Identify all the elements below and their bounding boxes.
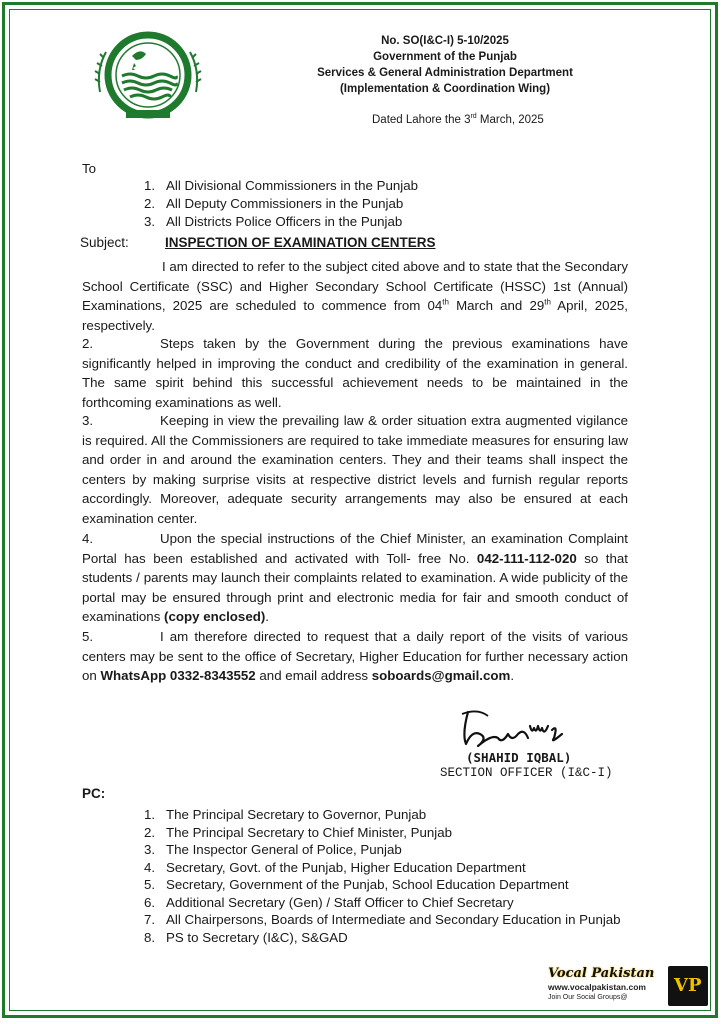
pc-item [144, 859, 634, 877]
p1-text-b: March and 29 [448, 298, 545, 313]
date-prefix: Dated Lahore the 3 [372, 113, 471, 126]
pc-text: Secretary, Govt. of the Punjab, Higher Education Department [166, 859, 526, 875]
addressee-text: All Deputy Commissioners in the Punjab [166, 196, 404, 211]
paragraph-2 [82, 334, 628, 412]
vocal-pakistan-watermark [548, 966, 710, 1016]
pc-item [144, 911, 634, 929]
pc-number: 8. [144, 929, 156, 945]
pc-number: 5. [144, 877, 156, 892]
paragraph-5 [82, 627, 628, 686]
p4-text-a: Upon the special instructions of the Chief Minister, an examination Complaint Portal has been established and activated with Toll- free No. [82, 531, 628, 566]
pc-item [144, 894, 634, 912]
date-suffix: March, 2025 [476, 113, 544, 126]
pc-text: The Principal Secretary to Governor, Punjab [166, 807, 427, 822]
pc-text: The Principal Secretary to Chief Minister, Punjab [166, 824, 453, 840]
addressee-number: 1. [144, 178, 156, 193]
email-address: soboards@gmail.com [371, 668, 511, 683]
p4-text-c: . [265, 609, 269, 624]
whatsapp-number: WhatsApp 0332-8343552 [100, 668, 256, 683]
pc-text: Additional Secretary (Gen) / Staff Officer to Chief Secretary [166, 894, 514, 910]
signatory-name: (SHAHID IQBAL) [466, 750, 572, 765]
watermark-logo-text: VP [674, 975, 702, 996]
addressee-number: 2. [144, 196, 156, 211]
p4-text-b: so that students / parents may launch their complaints related to examination. A wide publicity of the portal may be ensured through print and electronic media for fair and smooth conduct of examinations [82, 550, 628, 624]
pc-number: 3. [144, 842, 156, 857]
department-name: Services & General Administration Department [317, 67, 573, 79]
watermark-url: www.vocalpakistan.com [548, 982, 646, 992]
toll-free-number: 042-111-112-020 [476, 550, 577, 566]
p2-number: 2. [82, 336, 94, 351]
p5-text-b: and email address [255, 668, 372, 683]
p3-number: 3. [82, 413, 94, 428]
addressee-item [144, 195, 418, 213]
pc-item [144, 876, 634, 894]
letterhead [300, 33, 590, 97]
pc-item [144, 929, 634, 947]
p1-text-c: April, 2025, respectively. [82, 298, 628, 333]
paragraph-1 [82, 257, 628, 335]
pc-number: 4. [144, 859, 156, 875]
government-name: Government of the Punjab [373, 51, 517, 63]
addressee-item [144, 177, 418, 195]
copy-enclosed: (copy enclosed) [164, 609, 266, 624]
to-label: To [82, 161, 97, 176]
pc-text: PS to Secretary (I&C), S&GAD [166, 929, 348, 945]
paragraph-3 [82, 411, 628, 528]
subject-title: INSPECTION OF EXAMINATION CENTERS [165, 235, 436, 250]
watermark-join: Join Our Social Groups@ [548, 994, 628, 1001]
pc-number: 1. [144, 807, 156, 822]
addressee-item [144, 213, 418, 231]
wing-name: (Implementation & Coordination Wing) [339, 83, 551, 95]
vocal-pakistan-logo-icon [668, 966, 708, 1006]
handwritten-signature [458, 704, 578, 752]
watermark-name: Vocal Pakistan [548, 966, 655, 981]
pc-item [144, 824, 634, 842]
pc-number: 2. [144, 824, 156, 840]
addressee-list [144, 177, 418, 231]
signatory-title: SECTION OFFICER (I&C-I) [440, 766, 613, 780]
pc-text: Secretary, Government of the Punjab, School Education Department [166, 877, 569, 892]
p4-number: 4. [82, 531, 94, 546]
pc-number: 6. [144, 894, 156, 910]
pc-number: 7. [144, 912, 156, 927]
p2-text: Steps taken by the Government during the previous examinations have significantly helped in improving the conduct and credibility of the examination in general. The same spirit behind this successful achievement needs to be maintained in the forthcoming examinations as well. [82, 336, 628, 410]
subject-label: Subject: [80, 235, 129, 250]
pc-text: The Inspector General of Police, Punjab [166, 842, 402, 857]
p5-text-c: . [510, 668, 515, 683]
pc-text: All Chairpersons, Boards of Intermediate and Secondary Education in Punjab [166, 912, 621, 927]
pc-item [144, 841, 634, 859]
addressee-text: All Divisional Commissioners in the Punjab [166, 178, 419, 193]
p1-sup-1: th [442, 297, 449, 307]
punjab-emblem-logo [92, 30, 204, 120]
addressee-number: 3. [144, 214, 156, 229]
letter-number: No. SO(I&C-I) 5-10/2025 [381, 35, 509, 47]
date-ordinal: rd [470, 113, 477, 120]
paragraph-4 [82, 529, 628, 627]
addressee-text: All Districts Police Officers in the Punjab [166, 214, 403, 229]
pc-item [144, 806, 634, 824]
pc-list [144, 806, 634, 946]
p3-text: Keeping in view the prevailing law & order situation extra augmented vigilance is required. All the Commissioners are required to take immediate measures for ensuring law and order in and around the examination centers. They and their teams shall inspect the centers by making surprise visits at respective district levels and furnish regular reports accordingly. Moreover, adequate security arrangements may also be ensured at each examination center. [82, 413, 628, 526]
p1-text-a: I am directed to refer to the subject cited above and to state that the Secondary School Certificate (SSC) and Higher Secondary School Certificate (HSSC) 1st (Annual) Examinations, 2025 are scheduled to commence from 04 [82, 259, 628, 313]
p1-sup-2: th [544, 297, 551, 307]
pc-label: PC: [82, 786, 106, 801]
p5-text-a: I am therefore directed to request that a daily report of the visits of various centers may be sent to the office of Secretary, Higher Education for further necessary action on [82, 629, 628, 683]
letter-date [372, 113, 544, 126]
p5-number: 5. [82, 629, 94, 644]
